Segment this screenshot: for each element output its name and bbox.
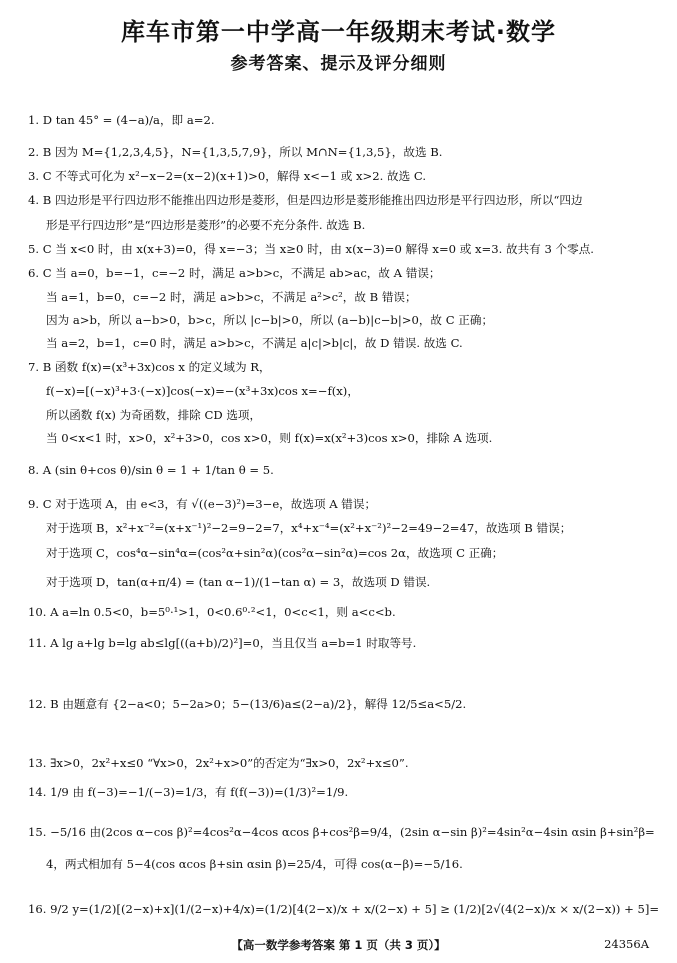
answer-line: 对于选项 D，tan(α+π/4) = (tan α−1)/(1−tan α) = 3，故选项 D 错误. xyxy=(46,575,431,589)
answer-line: 8. A (sin θ+cos θ)/sin θ = 1 + 1/tan θ = 5. xyxy=(28,463,274,477)
answer-line: 9. C 对于选项 A，由 e<3，有 √((e−3)²)=3−e，故选项 A 错误； xyxy=(28,497,377,511)
answer-line: 13. ∃x>0，2x²+x≤0 “∀x>0，2x²+x>0”的否定为“∃x>0，2x²+x≤0”. xyxy=(28,756,409,770)
answer-line: 所以函数 f(x) 为奇函数，排除 CD 选项， xyxy=(46,408,262,422)
document-code: 24356A xyxy=(604,937,649,951)
answer-line: 3. C 不等式可化为 x²−x−2=(x−2)(x+1)>0，解得 x<−1 或 x>2. 故选 C. xyxy=(28,169,427,183)
answer-line: 10. A a=ln 0.5<0，b=5⁰·¹>1，0<0.6⁰·²<1，0<c<1，则 a<c<b. xyxy=(28,605,396,619)
answer-line: 因为 a>b，所以 a−b>0，b>c，所以 |c−b|>0，所以 (a−b)|c−b|>0，故 C 正确； xyxy=(46,313,494,327)
answer-line: 11. A lg a+lg b=lg ab≤lg[((a+b)/2)²]=0，当且仅当 a=b=1 时取等号. xyxy=(28,636,417,650)
answer-line: 形是平行四边形”是“四边形是菱形”的必要不充分条件. 故选 B. xyxy=(46,218,366,232)
answer-line: 对于选项 C，cos⁴α−sin⁴α=(cos²α+sin²α)(cos²α−sin²α)=cos 2α，故选项 C 正确； xyxy=(46,546,504,560)
answer-line: 对于选项 B，x²+x⁻²=(x+x⁻¹)²−2=9−2=7，x⁴+x⁻⁴=(x²+x⁻²)²−2=49−2=47，故选项 B 错误； xyxy=(46,521,572,535)
answer-line: 7. B 函数 f(x)=(x³+3x)cos x 的定义域为 R， xyxy=(28,360,271,374)
answer-line: 14. 1/9 由 f(−3)=−1/(−3)=1/3，有 f(f(−3))=(1/3)²=1/9. xyxy=(28,785,349,799)
answer-line: 1. D tan 45° = (4−a)/a，即 a=2. xyxy=(28,113,215,127)
answer-line: 当 a=1，b=0，c=−2 时，满足 a>b>c，不满足 a²>c²，故 B 错误； xyxy=(46,290,417,304)
answer-line: 16. 9/2 y=(1/2)[(2−x)+x](1/(2−x)+4/x)=(1/2)[4(2−x)/x + x/(2−x) + 5] ≥ (1/2)[2√(4(2−x)/x × x/(2−x)) + 5]= xyxy=(28,902,660,916)
answer-line: 2. B 因为 M={1,2,3,4,5}，N={1,3,5,7,9}，所以 M∩N={1,3,5}，故选 B. xyxy=(28,145,443,159)
answer-line: 5. C 当 x<0 时，由 x(x+3)=0，得 x=−3；当 x≥0 时，由 x(x−3)=0 解得 x=0 或 x=3. 故共有 3 个零点. xyxy=(28,242,594,256)
answer-line: 15. −5/16 由(2cos α−cos β)²=4cos²α−4cos αcos β+cos²β=9/4，(2sin α−sin β)²=4sin²α−4sin αsin β+sin²β= xyxy=(28,825,655,839)
answer-line: 当 0<x<1 时，x>0，x²+3>0，cos x>0，则 f(x)=x(x²+3)cos x>0，排除 A 选项. xyxy=(46,431,493,445)
answer-line: 6. C 当 a=0，b=−1，c=−2 时，满足 a>b>c，不满足 ab>ac，故 A 错误； xyxy=(28,266,441,280)
page-title: 库车市第一中学高一年级期末考试·数学 xyxy=(120,18,557,46)
page-footer: 【高一数学参考答案 第 1 页（共 3 页）】 xyxy=(231,938,446,952)
answer-line: 4. B 四边形是平行四边形不能推出四边形是菱形，但是四边形是菱形能推出四边形是平行四边形，所以“四边 xyxy=(28,193,583,207)
answer-line: 12. B 由题意有 {2−a<0；5−2a>0；5−(13/6)a≤(2−a)/2}，解得 12/5≤a<5/2. xyxy=(28,697,467,711)
answer-line: 当 a=2，b=1，c=0 时，满足 a>b>c，不满足 a|c|>b|c|，故 D 错误. 故选 C. xyxy=(46,336,463,350)
page-subtitle: 参考答案、提示及评分细则 xyxy=(230,54,447,74)
answer-line: f(−x)=[(−x)³+3·(−x)]cos(−x)=−(x³+3x)cos x=−f(x)， xyxy=(46,384,359,398)
answer-line: 4，两式相加有 5−4(cos αcos β+sin αsin β)=25/4，可得 cos(α−β)=−5/16. xyxy=(46,857,463,871)
